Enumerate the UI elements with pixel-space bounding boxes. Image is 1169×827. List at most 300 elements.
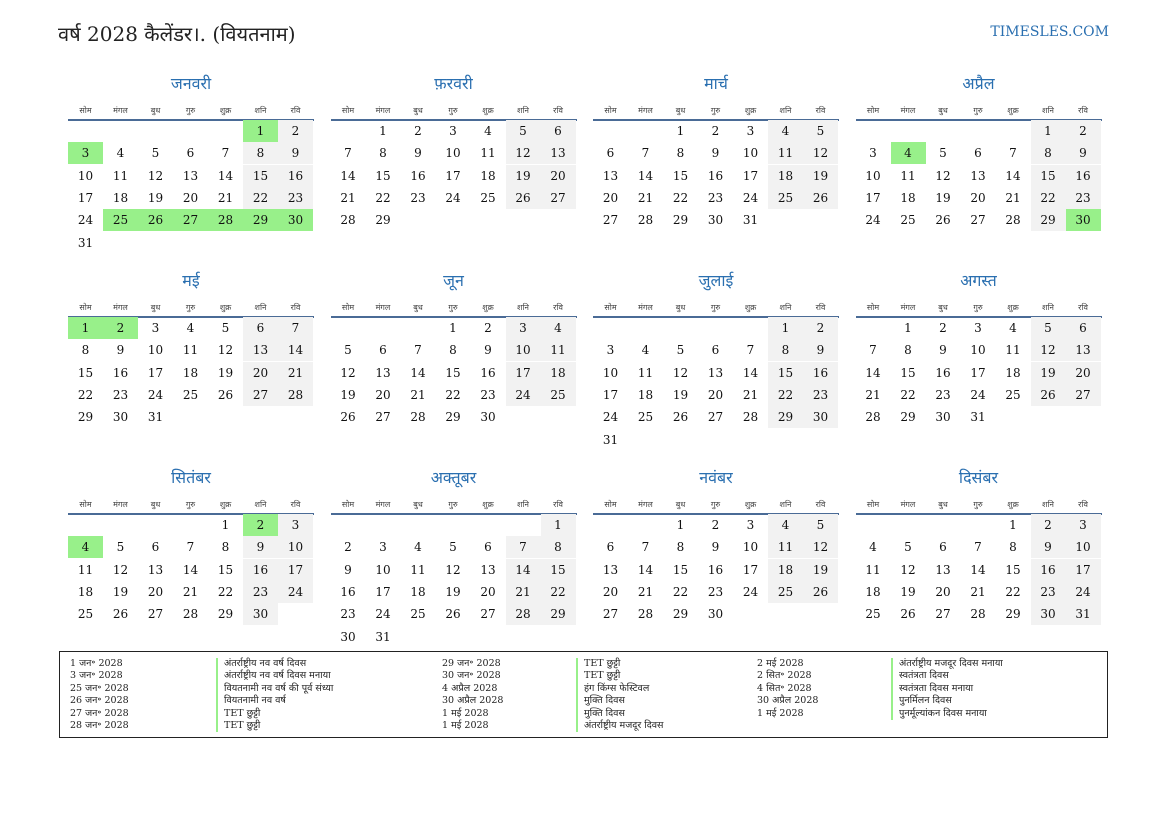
day-cell: 18 — [768, 559, 803, 581]
day-cell: 5 — [904, 540, 912, 555]
day-cell: 30 — [1031, 603, 1066, 625]
day-cell: 22 — [768, 384, 803, 406]
day-cell: 6 — [711, 343, 720, 358]
day-cell: 25 — [637, 410, 654, 425]
day-cell: 4 — [484, 124, 492, 138]
day-cell: 20 — [707, 387, 724, 402]
day-cell: 10 — [742, 540, 759, 555]
day-cell: 19 — [803, 559, 838, 581]
weekday-label: शनि — [254, 303, 267, 312]
day-cell: 23 — [935, 387, 951, 402]
legend-holiday-name: पुनर्मिलन दिवस — [891, 695, 1003, 707]
day-cell: 28 — [340, 213, 356, 228]
day-cell: 23 — [278, 187, 313, 209]
weekday-label: रवि — [1078, 303, 1088, 312]
weekday-label: मंगल — [375, 303, 391, 312]
day-cell: 22 — [445, 387, 461, 402]
legend-holiday-name: मुक्ति दिवस — [576, 708, 663, 720]
day-cell: 29 — [445, 410, 461, 425]
weekday-label: शनि — [254, 500, 267, 509]
day-cell: 20 — [480, 584, 496, 599]
day-cell: 23 — [803, 384, 838, 406]
legend-date: 2 सित॰ 2028 — [757, 670, 812, 682]
day-cell: 20 — [602, 584, 619, 599]
day-cell: 23 — [243, 581, 278, 603]
weekday-label: सोम — [604, 500, 617, 509]
day-cell: 6 — [186, 146, 195, 161]
weekday-label: शनि — [1042, 106, 1054, 115]
day-cell: 15 — [375, 168, 391, 183]
legend-date: 30 अप्रैल 2028 — [757, 695, 819, 707]
legend-date: 4 अप्रैल 2028 — [442, 682, 498, 694]
day-cell: 3 — [278, 514, 313, 536]
day-cell: 30 — [707, 213, 724, 228]
day-cell: 29 — [1005, 607, 1021, 622]
day-cell: 18 — [1005, 365, 1021, 380]
day-cell: 3 — [506, 317, 541, 339]
day-cell: 8 — [449, 343, 457, 358]
day-cell: 9 — [344, 562, 352, 577]
day-cell: 16 — [935, 365, 951, 380]
day-cell: 3 — [606, 343, 615, 358]
day-cell: 27 — [602, 213, 619, 228]
day-cell: 17 — [445, 168, 461, 183]
day-cell: 19 — [803, 165, 838, 187]
day-cell: 26 — [935, 213, 951, 228]
day-cell: 6 — [1066, 317, 1101, 339]
legend-date: 25 जन॰ 2028 — [70, 682, 129, 694]
day-cell: 2 — [711, 518, 720, 532]
weekday-label: गुरु — [448, 106, 458, 115]
weekday-label: रवि — [290, 106, 301, 115]
day-cell: 22 — [672, 584, 689, 599]
weekday-label: बुध — [938, 500, 948, 509]
weekday-label: रवि — [553, 500, 563, 509]
weekday-label: शनि — [779, 500, 792, 509]
day-cell: 25 — [865, 607, 881, 622]
weekday-label: शुक्र — [219, 106, 232, 115]
day-cell: 31 — [375, 629, 391, 644]
day-cell: 26 — [803, 581, 838, 603]
day-cell: 27 — [935, 607, 951, 622]
day-cell: 3 — [68, 142, 103, 164]
day-cell: 31 — [77, 235, 94, 250]
day-cell: 30 — [1066, 209, 1101, 231]
day-cell: 27 — [541, 187, 576, 209]
legend-dates-col3 — [757, 658, 818, 720]
day-cell: 5 — [803, 514, 838, 536]
day-cell: 20 — [182, 190, 199, 205]
weekday-label: रवि — [815, 500, 826, 509]
day-cell: 13 — [602, 168, 619, 183]
day-cell: 28 — [865, 410, 881, 425]
day-cell: 8 — [1009, 540, 1017, 555]
day-cell: 9 — [711, 146, 720, 161]
weekday-label: बुध — [413, 303, 423, 312]
day-cell: 4 — [186, 321, 195, 335]
weekday-label: शुक्र — [744, 106, 757, 115]
day-cell: 13 — [480, 562, 496, 577]
weekday-label: शनि — [779, 106, 792, 115]
day-cell: 7 — [974, 540, 982, 555]
day-cell: 12 — [1031, 339, 1066, 361]
legend-date: 26 जन॰ 2028 — [70, 695, 129, 707]
day-cell: 3 — [449, 124, 457, 138]
weekday-label: गुरु — [973, 106, 983, 115]
day-cell: 15 — [541, 559, 576, 581]
day-cell: 7 — [869, 343, 877, 358]
legend-date: 3 जन॰ 2028 — [70, 670, 123, 682]
day-cell: 18 — [77, 584, 94, 599]
day-cell: 23 — [112, 387, 129, 402]
day-cell: 31 — [602, 432, 619, 447]
day-cell: 2 — [803, 317, 838, 339]
day-cell: 4 — [68, 536, 103, 558]
weekday-label: बुध — [150, 303, 161, 312]
day-cell: 26 — [112, 607, 129, 622]
day-cell: 17 — [742, 168, 759, 183]
day-cell: 25 — [541, 384, 576, 406]
weekday-label: सोम — [341, 500, 355, 509]
day-cell: 23 — [340, 607, 356, 622]
day-cell: 25 — [410, 607, 426, 622]
day-cell: 12 — [340, 365, 356, 380]
day-cell: 11 — [77, 562, 94, 577]
legend-holiday-name: TET छुट्टी — [216, 720, 333, 732]
day-cell: 1 — [904, 321, 912, 335]
weekday-label: मंगल — [900, 106, 916, 115]
month-name: अगस्त — [960, 271, 997, 290]
day-cell: 20 — [1066, 362, 1101, 384]
day-cell: 2 — [939, 321, 947, 335]
day-cell: 1 — [1009, 518, 1017, 532]
day-cell: 10 — [506, 339, 541, 361]
legend-date: 30 जन॰ 2028 — [442, 670, 501, 682]
day-cell: 1 — [243, 120, 278, 142]
weekday-label: बुध — [675, 106, 686, 115]
day-cell: 18 — [637, 387, 654, 402]
day-cell: 27 — [1066, 384, 1101, 406]
day-cell: 29 — [672, 213, 689, 228]
weekday-label: गुरु — [185, 303, 196, 312]
day-cell: 8 — [81, 343, 90, 358]
weekday-label: गुरु — [710, 303, 721, 312]
day-cell: 9 — [1031, 536, 1066, 558]
legend-date: 1 मई 2028 — [442, 719, 489, 731]
day-cell: 13 — [375, 365, 391, 380]
weekday-label: मंगल — [375, 106, 391, 115]
day-cell: 30 — [935, 410, 951, 425]
day-cell: 15 — [1031, 165, 1066, 187]
weekday-label: गुरु — [185, 106, 196, 115]
day-cell: 25 — [182, 387, 199, 402]
day-cell: 17 — [1066, 559, 1101, 581]
day-cell: 21 — [410, 387, 426, 402]
weekday-label: सोम — [866, 106, 880, 115]
day-cell: 28 — [506, 603, 541, 625]
day-cell: 13 — [970, 168, 986, 183]
day-cell: 10 — [147, 343, 164, 358]
day-cell: 26 — [340, 410, 356, 425]
day-cell: 30 — [707, 607, 724, 622]
legend-holiday-name: वियतनामी नव वर्ष — [216, 695, 333, 707]
day-cell: 27 — [602, 607, 619, 622]
day-cell: 3 — [746, 124, 755, 138]
day-cell: 7 — [278, 317, 313, 339]
day-cell: 7 — [746, 343, 755, 358]
day-cell: 16 — [340, 584, 356, 599]
day-cell: 12 — [506, 142, 541, 164]
day-cell: 12 — [217, 343, 234, 358]
day-cell: 23 — [1066, 187, 1101, 209]
day-cell: 21 — [182, 584, 199, 599]
day-cell: 13 — [541, 142, 576, 164]
day-cell: 25 — [1005, 387, 1021, 402]
day-cell: 29 — [768, 406, 803, 428]
day-cell: 18 — [768, 165, 803, 187]
day-cell: 31 — [742, 213, 759, 228]
day-cell: 14 — [410, 365, 426, 380]
day-cell: 7 — [344, 146, 352, 161]
day-cell: 12 — [803, 536, 838, 558]
day-cell: 2 — [711, 124, 720, 138]
weekday-label: शनि — [779, 303, 792, 312]
weekday-label: बुध — [938, 303, 948, 312]
weekday-label: गुरु — [185, 500, 196, 509]
day-cell: 5 — [116, 540, 125, 555]
day-cell: 17 — [375, 584, 391, 599]
day-cell: 16 — [1031, 559, 1066, 581]
day-cell: 17 — [970, 365, 986, 380]
weekday-label: रवि — [1078, 106, 1088, 115]
day-cell: 21 — [506, 581, 541, 603]
weekday-label: शुक्र — [744, 303, 757, 312]
day-cell: 23 — [707, 190, 724, 205]
day-cell: 1 — [379, 124, 387, 138]
day-cell: 5 — [803, 120, 838, 142]
day-cell: 14 — [1005, 168, 1021, 183]
day-cell: 20 — [602, 190, 619, 205]
day-cell: 14 — [865, 365, 881, 380]
weekday-label: मंगल — [638, 303, 653, 312]
holiday-legend — [59, 651, 1108, 738]
day-cell: 29 — [217, 607, 234, 622]
day-cell: 12 — [900, 562, 916, 577]
day-cell: 28 — [637, 607, 654, 622]
weekday-label: शुक्र — [744, 500, 757, 509]
day-cell: 22 — [672, 190, 689, 205]
day-cell: 6 — [606, 146, 615, 161]
day-cell: 1 — [221, 518, 230, 532]
day-cell: 6 — [151, 540, 160, 555]
day-cell: 9 — [278, 142, 313, 164]
day-cell: 4 — [116, 146, 125, 161]
day-cell: 2 — [1031, 514, 1066, 536]
day-cell: 29 — [900, 410, 916, 425]
day-cell: 9 — [939, 343, 947, 358]
day-cell: 5 — [1031, 317, 1066, 339]
weekday-label: बुध — [675, 303, 686, 312]
day-cell: 26 — [672, 410, 689, 425]
day-cell: 24 — [865, 213, 881, 228]
day-cell: 11 — [112, 168, 129, 183]
day-cell: 27 — [243, 384, 278, 406]
day-cell: 23 — [1031, 581, 1066, 603]
weekday-label: सोम — [866, 500, 880, 509]
day-cell: 21 — [865, 387, 881, 402]
day-cell: 24 — [278, 581, 313, 603]
day-cell: 21 — [637, 190, 654, 205]
day-cell: 17 — [77, 190, 94, 205]
weekday-label: रवि — [553, 303, 563, 312]
weekday-label: रवि — [815, 106, 826, 115]
day-cell: 6 — [606, 540, 615, 555]
day-cell: 21 — [1005, 190, 1021, 205]
weekday-label: शनि — [1042, 303, 1054, 312]
day-cell: 21 — [742, 387, 759, 402]
day-cell: 11 — [865, 562, 881, 577]
day-cell: 31 — [970, 410, 986, 425]
day-cell: 30 — [480, 410, 496, 425]
day-cell: 26 — [1031, 384, 1066, 406]
day-cell: 16 — [243, 559, 278, 581]
legend-date: 4 सित॰ 2028 — [757, 682, 812, 694]
day-cell: 11 — [637, 365, 654, 380]
legend-date: 29 जन॰ 2028 — [442, 658, 501, 669]
day-cell: 1 — [449, 321, 457, 335]
day-cell: 26 — [217, 387, 234, 402]
day-cell: 26 — [445, 607, 461, 622]
day-cell: 24 — [602, 410, 619, 425]
day-cell: 25 — [103, 209, 138, 231]
day-cell: 26 — [803, 187, 838, 209]
day-cell: 19 — [672, 387, 689, 402]
day-cell: 31 — [1066, 603, 1101, 625]
weekday-label: गुरु — [448, 500, 458, 509]
day-cell: 6 — [974, 146, 982, 161]
day-cell: 21 — [217, 190, 234, 205]
day-cell: 14 — [182, 562, 199, 577]
day-cell: 14 — [637, 562, 654, 577]
weekday-label: बुध — [413, 106, 423, 115]
day-cell: 17 — [865, 190, 881, 205]
day-cell: 18 — [182, 365, 199, 380]
day-cell: 30 — [803, 406, 838, 428]
weekday-label: शुक्र — [219, 500, 232, 509]
day-cell: 15 — [1005, 562, 1021, 577]
page-title: वर्ष 2028 कैलेंडर।. (वियतनाम) — [58, 22, 296, 46]
day-cell: 24 — [742, 190, 759, 205]
day-cell: 25 — [900, 213, 916, 228]
legend-dates-col2 — [442, 658, 503, 732]
day-cell: 5 — [344, 343, 352, 358]
day-cell: 16 — [803, 362, 838, 384]
day-cell: 18 — [410, 584, 426, 599]
day-cell: 2 — [103, 317, 138, 339]
day-cell: 13 — [602, 562, 619, 577]
day-cell: 24 — [445, 190, 461, 205]
legend-holiday-name: पुनर्मूल्यांकन दिवस मनाया — [891, 708, 1003, 720]
legend-holiday-name: वियतनामी नव वर्ष की पूर्व संध्या — [216, 683, 333, 695]
weekday-label: मंगल — [375, 500, 391, 509]
day-cell: 27 — [707, 410, 724, 425]
day-cell: 15 — [217, 562, 234, 577]
day-cell: 19 — [1031, 362, 1066, 384]
day-cell: 2 — [278, 120, 313, 142]
day-cell: 28 — [182, 607, 199, 622]
legend-date: 28 जन॰ 2028 — [70, 719, 129, 731]
day-cell: 11 — [480, 146, 496, 161]
day-cell: 24 — [77, 213, 94, 228]
day-cell: 14 — [637, 168, 654, 183]
day-cell: 23 — [410, 190, 426, 205]
weekday-label: शनि — [517, 106, 529, 115]
weekday-label: शुक्र — [482, 106, 494, 115]
day-cell: 14 — [278, 339, 313, 361]
day-cell: 14 — [340, 168, 356, 183]
day-cell: 8 — [768, 339, 803, 361]
day-cell: 13 — [1066, 339, 1101, 361]
weekday-label: बुध — [150, 106, 161, 115]
day-cell: 30 — [112, 410, 129, 425]
day-cell: 10 — [445, 146, 461, 161]
day-cell: 12 — [147, 168, 164, 183]
legend-holiday-name: स्वतंत्रता दिवस — [891, 670, 1003, 682]
day-cell: 19 — [217, 365, 234, 380]
weekday-label: शुक्र — [1007, 500, 1019, 509]
month-name: मार्च — [704, 74, 728, 93]
day-cell: 16 — [480, 365, 496, 380]
day-cell: 10 — [742, 146, 759, 161]
day-cell: 27 — [147, 607, 164, 622]
day-cell: 19 — [506, 165, 541, 187]
day-cell: 8 — [676, 540, 685, 555]
day-cell: 8 — [676, 146, 685, 161]
day-cell: 11 — [900, 168, 916, 183]
day-cell: 14 — [217, 168, 234, 183]
day-cell: 8 — [221, 540, 230, 555]
weekday-label: बुध — [413, 500, 423, 509]
day-cell: 24 — [970, 387, 986, 402]
day-cell: 21 — [278, 362, 313, 384]
day-cell: 19 — [112, 584, 129, 599]
day-cell: 2 — [243, 514, 278, 536]
calendar-grid — [68, 72, 1102, 647]
legend-holiday-name: TET छुट्टी — [576, 658, 663, 670]
day-cell: 25 — [77, 607, 94, 622]
day-cell: 9 — [803, 339, 838, 361]
day-cell: 2 — [484, 321, 492, 335]
day-cell: 17 — [506, 362, 541, 384]
day-cell: 19 — [935, 190, 951, 205]
site-link[interactable]: TIMESLES.COM — [990, 24, 1109, 40]
day-cell: 19 — [445, 584, 461, 599]
day-cell: 28 — [208, 209, 243, 231]
day-cell: 5 — [151, 146, 160, 161]
day-cell: 10 — [1066, 536, 1101, 558]
day-cell: 4 — [869, 540, 877, 555]
day-cell: 10 — [602, 365, 619, 380]
day-cell: 9 — [1066, 142, 1101, 164]
day-cell: 7 — [506, 536, 541, 558]
weekday-label: सोम — [866, 303, 880, 312]
legend-holiday-name: TET छुट्टी — [576, 670, 663, 682]
day-cell: 29 — [375, 213, 391, 228]
legend-holiday-name: हंग किंग्स फेस्टिवल — [576, 683, 663, 695]
weekday-label: गुरु — [973, 500, 983, 509]
day-cell: 27 — [375, 410, 391, 425]
day-cell: 6 — [243, 317, 278, 339]
